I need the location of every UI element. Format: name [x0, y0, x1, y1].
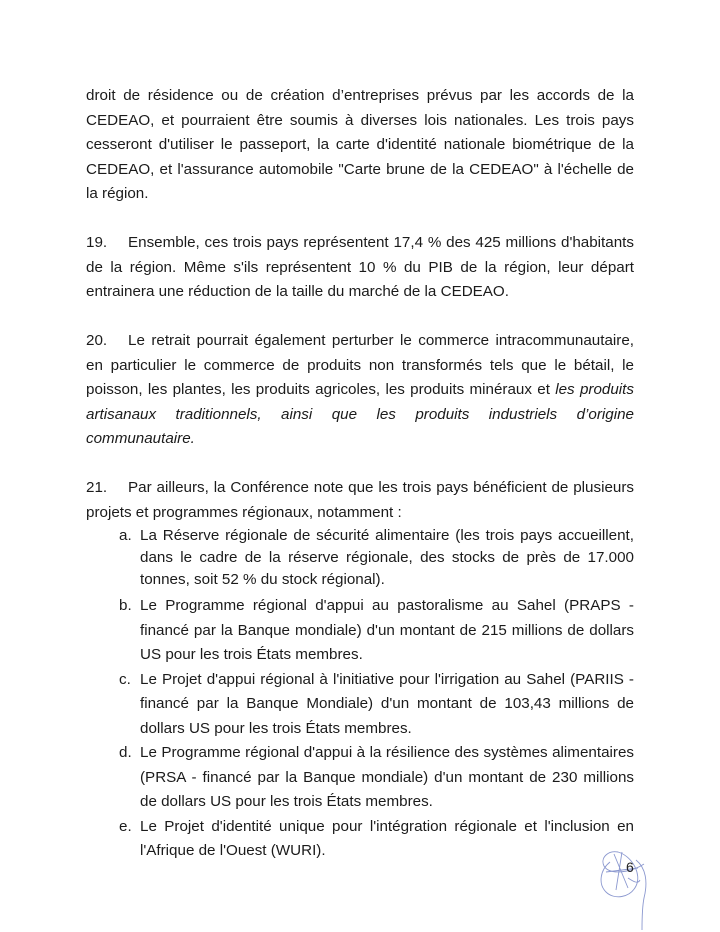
paragraph-19: [86, 231, 634, 305]
intro-paragraph: droit de résidence ou de création d’entreprises prévus par les accords de la CEDEAO, et pourraient être soumis à diverses lois nationales. Les trois pays cesseront d'utiliser le passeport, la carte d'identité nationale biométrique de la CEDEAO, et l'assurance automobile "Carte brune de la CEDEAO" à l'échelle de la région.: [86, 87, 634, 202]
list-item-text: Le Programme régional d'appui au pastoralisme au Sahel (PRAPS - financé par la Banque mondiale) d'un montant de 215 millions de dollars US pour les trois États membres.: [140, 597, 634, 663]
list-item-text: Le Projet d'appui régional à l'initiative pour l'irrigation au Sahel (PARIIS - financé par la Banque Mondiale) d'un montant de 103,43 millions de dollars US pour les trois États membres.: [140, 670, 634, 737]
list-item-text: Le Projet d'identité unique pour l'intégration régionale et l'inclusion en l'Afrique de l'Ouest (WURI).: [140, 817, 634, 859]
list-item: [119, 525, 634, 591]
paragraph-number: 20.: [86, 332, 108, 349]
paragraph-21: [86, 476, 634, 525]
list-item: [119, 741, 634, 815]
list-item-text: Le Programme régional d'appui à la résilience des systèmes alimentaires (PRSA - financé par la Banque mondiale) d'un montant de 230 millions de dollars US pour les trois États membres.: [140, 744, 634, 810]
list-item-label: b.: [119, 597, 132, 614]
list-item: [119, 668, 634, 742]
list-item-label: e.: [119, 817, 132, 835]
paragraph-text: Le retrait pourrait également perturber le commerce intracommunautaire, en particulier le commerce de produits non transformés tels que le bétail, le poisson, les plantes, les produits agricoles, les produits minéraux et: [86, 332, 634, 398]
project-list: [86, 525, 634, 864]
paragraph-number: 21.: [86, 479, 108, 496]
list-item-label: c.: [119, 670, 131, 688]
list-item: [119, 594, 634, 668]
list-item-label: d.: [119, 744, 132, 761]
list-item-text: La Réserve régionale de sécurité alimentaire (les trois pays accueillent, dans le cadre de la réserve régionale, des stocks de près de 17.000 tonnes, soit 52 % du stock régional).: [140, 527, 634, 588]
page-number: 6: [626, 859, 634, 875]
list-item-label: a.: [119, 527, 132, 544]
paragraph-italic-text: les produits artisanaux traditionnels, ainsi que les produits industriels d’origine communautaire.: [86, 381, 634, 447]
document-page: [86, 84, 634, 864]
signature-initials-icon: [592, 842, 662, 932]
list-item: [119, 815, 634, 864]
paragraph-text: Par ailleurs, la Conférence note que les trois pays bénéficient de plusieurs projets et programmes régionaux, notamment :: [86, 479, 634, 521]
paragraph-20: [86, 329, 634, 452]
paragraph-text: Ensemble, ces trois pays représentent 17,4 % des 425 millions d'habitants de la région. Même s'ils représentent 10 % du PIB de la région, leur départ entrainera une réduction de la taille du marché de la CEDEAO.: [86, 234, 634, 300]
paragraph-number: 19.: [86, 234, 108, 251]
